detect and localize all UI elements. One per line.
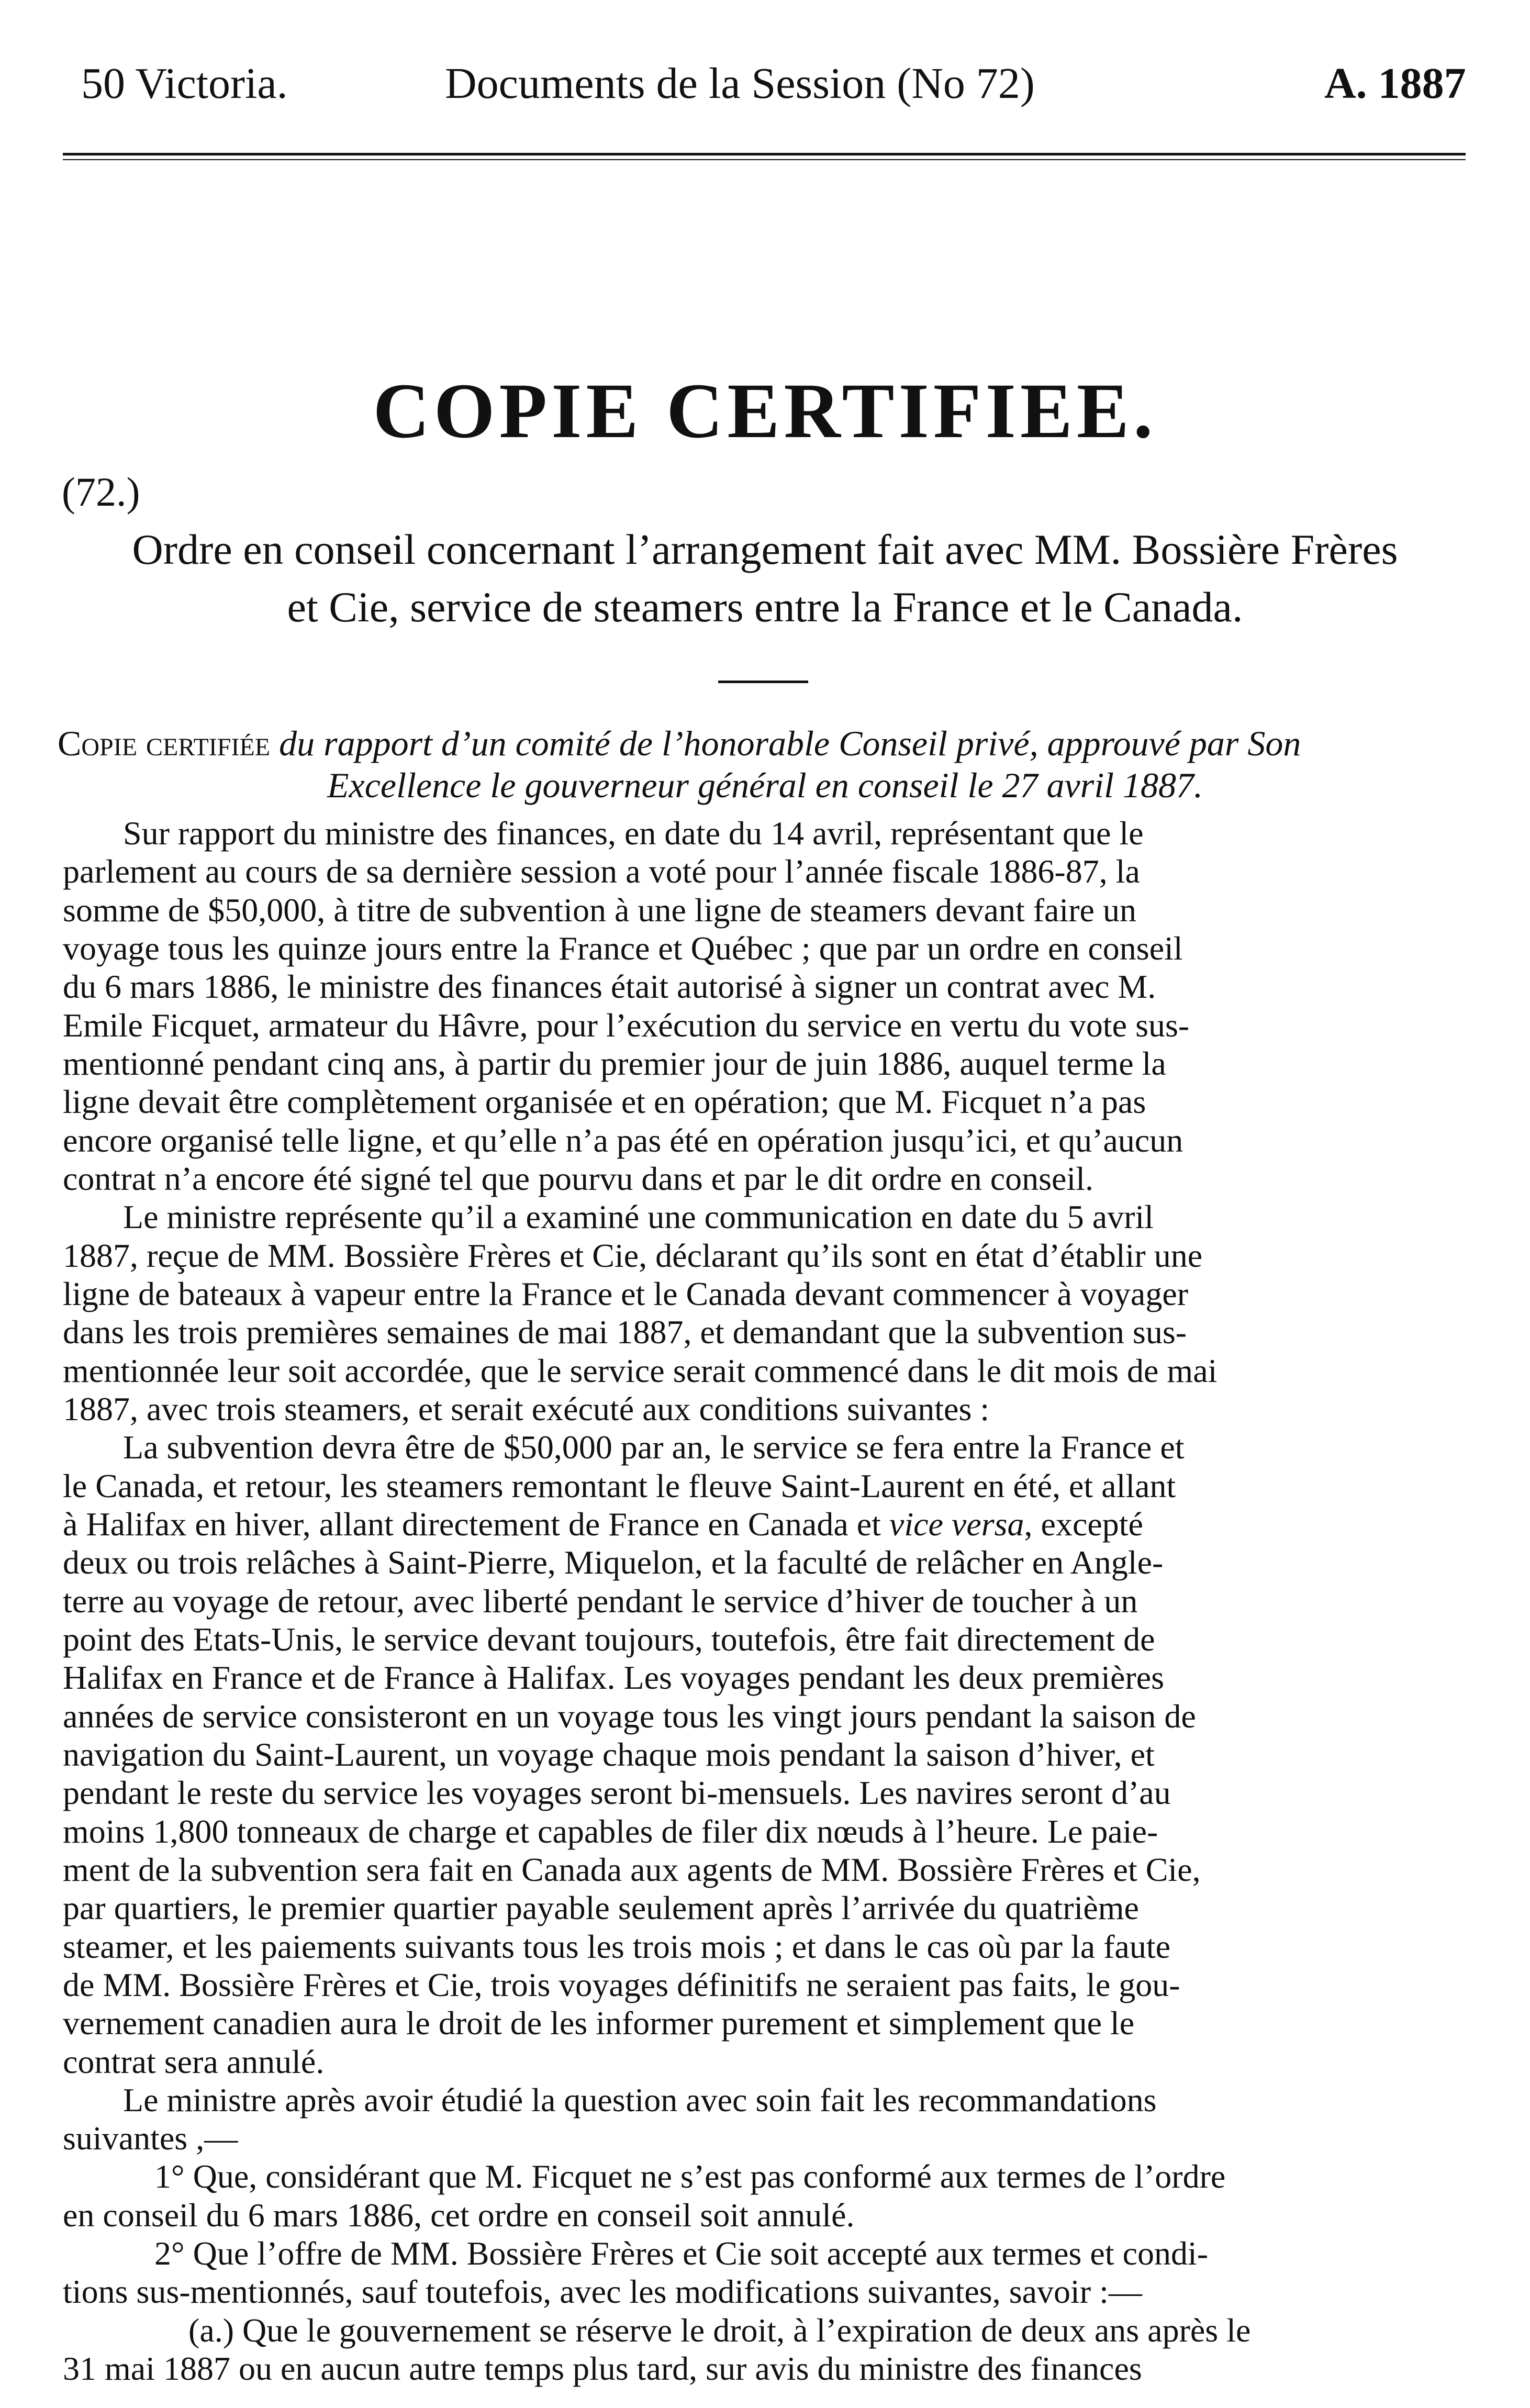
body-line: deux ou trois relâches à Saint-Pierre, Miquelon, et la faculté de relâcher en Angle-	[63, 1544, 1164, 1581]
document-number: (72.)	[62, 469, 140, 515]
body-line: ligne de bateaux à vapeur entre la France et le Canada devant commencer à voyager	[63, 1275, 1189, 1312]
body-line: Emile Ficquet, armateur du Hâvre, pour l’exécution du service en vertu du vote sus-	[63, 1006, 1190, 1044]
subtitle-line: Ordre en conseil concernant l’arrangement fait avec MM. Bossière Frères	[132, 526, 1398, 573]
certification-line	[58, 722, 1301, 764]
emphasis: vice versa	[889, 1505, 1024, 1543]
body-line: années de service consisteront en un voyage tous les vingt jours pendant la saison de	[63, 1697, 1196, 1735]
body-line: steamer, et les paiements suivants tous les trois mois ; et dans le cas où par la faute	[63, 1927, 1170, 1965]
header-rule-thin	[63, 159, 1466, 160]
certification-lead: Copie certifiée	[58, 723, 271, 763]
subtitle-line: et Cie, service de steamers entre la France et le Canada.	[287, 583, 1243, 631]
body-text	[63, 814, 1471, 2388]
body-line: par quartiers, le premier quartier payable seulement après l’arrivée du quatrième	[63, 1889, 1139, 1927]
header-year: A. 1887	[1324, 59, 1466, 108]
body-line: à Halifax en hiver, allant directement de France en Canada et vice versa, excepté	[63, 1505, 1143, 1543]
certification-text: du rapport d’un comité de l’honorable Conseil privé, approuvé par Son	[279, 723, 1301, 763]
body-line: La subvention devra être de $50,000 par an, le service se fera entre la France et	[123, 1429, 1185, 1466]
body-line: 2° Que l’offre de MM. Bossière Frères et Cie soit accepté aux termes et condi-	[154, 2235, 1209, 2272]
body-line: contrat n’a encore été signé tel que pourvu dans et par le dit ordre en conseil.	[63, 1160, 1093, 1197]
body-line: navigation du Saint-Laurent, un voyage chaque mois pendant la saison d’hiver, et	[63, 1735, 1155, 1773]
body-line: contrat sera annulé.	[63, 2043, 325, 2080]
body-line: ment de la subvention sera fait en Canada aux agents de MM. Bossière Frères et Cie,	[63, 1850, 1201, 1888]
body-line: voyage tous les quinze jours entre la France et Québec ; que par un ordre en conseil	[63, 929, 1183, 967]
body-line: vernement canadien aura le droit de les informer purement et simplement que le	[63, 2004, 1135, 2042]
body-line: Le ministre représente qu’il a examiné une communication en date du 5 avril	[123, 1198, 1154, 1236]
body-line: mentionnée leur soit accordée, que le service serait commencé dans le dit mois de mai	[63, 1352, 1218, 1389]
body-line: point des Etats-Unis, le service devant toujours, toutefois, être fait directement de	[63, 1620, 1155, 1658]
header-rule	[63, 153, 1466, 155]
body-line: somme de $50,000, à titre de subvention à une ligne de steamers devant faire un	[63, 891, 1136, 929]
body-line: (a.) Que le gouvernement se réserve le droit, à l’expiration de deux ans après le	[188, 2311, 1251, 2349]
page-title: COPIE CERTIFIEE.	[373, 367, 1157, 454]
body-line: 1887, reçue de MM. Bossière Frères et Cie, déclarant qu’ils sont en état d’établir une	[63, 1236, 1203, 1274]
body-line: du 6 mars 1886, le ministre des finances était autorisé à signer un contrat avec M.	[63, 968, 1156, 1006]
body-line: encore organisé telle ligne, et qu’elle n’a pas été en opération jusqu’ici, et qu’aucun	[63, 1121, 1183, 1159]
body-line: Halifax en France et de France à Halifax. Les voyages pendant les deux premières	[63, 1659, 1164, 1697]
body-line: terre au voyage de retour, avec liberté pendant le service d’hiver de toucher à un	[63, 1582, 1138, 1620]
body-line: en conseil du 6 mars 1886, cet ordre en conseil soit annulé.	[63, 2196, 855, 2234]
section-divider	[718, 681, 808, 683]
body-line: ligne devait être complètement organisée et en opération; que M. Ficquet n’a pas	[63, 1083, 1146, 1121]
body-line: Le ministre après avoir étudié la question avec soin fait les recommandations	[123, 2081, 1157, 2119]
body-line: de MM. Bossière Frères et Cie, trois voyages définitifs ne seraient pas faits, le gou-	[63, 1966, 1180, 2003]
header-document-title: Documents de la Session (No 72)	[445, 59, 1035, 108]
body-line: le Canada, et retour, les steamers remontant le fleuve Saint-Laurent en été, et allant	[63, 1467, 1176, 1504]
body-line: tions sus-mentionnés, sauf toutefois, avec les modifications suivantes, savoir :—	[63, 2273, 1142, 2311]
body-line: mentionné pendant cinq ans, à partir du premier jour de juin 1886, auquel terme la	[63, 1044, 1166, 1082]
body-line: 1887, avec trois steamers, et serait exécuté aux conditions suivantes :	[63, 1390, 990, 1428]
body-line: dans les trois premières semaines de mai 1887, et demandant que la subvention sus-	[63, 1313, 1187, 1351]
body-line: Sur rapport du ministre des finances, en date du 14 avril, représentant que le	[123, 815, 1144, 852]
body-line: pendant le reste du service les voyages seront bi-mensuels. Les navires seront d’au	[63, 1774, 1171, 1812]
body-line: suivantes ,—	[63, 2120, 238, 2157]
body-line: moins 1,800 tonneaux de charge et capables de filer dix nœuds à l’heure. Le paie-	[63, 1812, 1158, 1850]
body-line: parlement au cours de sa dernière session a voté pour l’année fiscale 1886-87, la	[63, 853, 1140, 890]
body-line: 31 mai 1887 ou en aucun autre temps plus tard, sur avis du ministre des finances	[63, 2350, 1142, 2388]
certification-line: Excellence le gouverneur général en conseil le 27 avril 1887.	[327, 765, 1203, 805]
header-session-year: 50 Victoria.	[81, 59, 288, 108]
body-line: 1° Que, considérant que M. Ficquet ne s’est pas conformé aux termes de l’ordre	[154, 2158, 1226, 2195]
